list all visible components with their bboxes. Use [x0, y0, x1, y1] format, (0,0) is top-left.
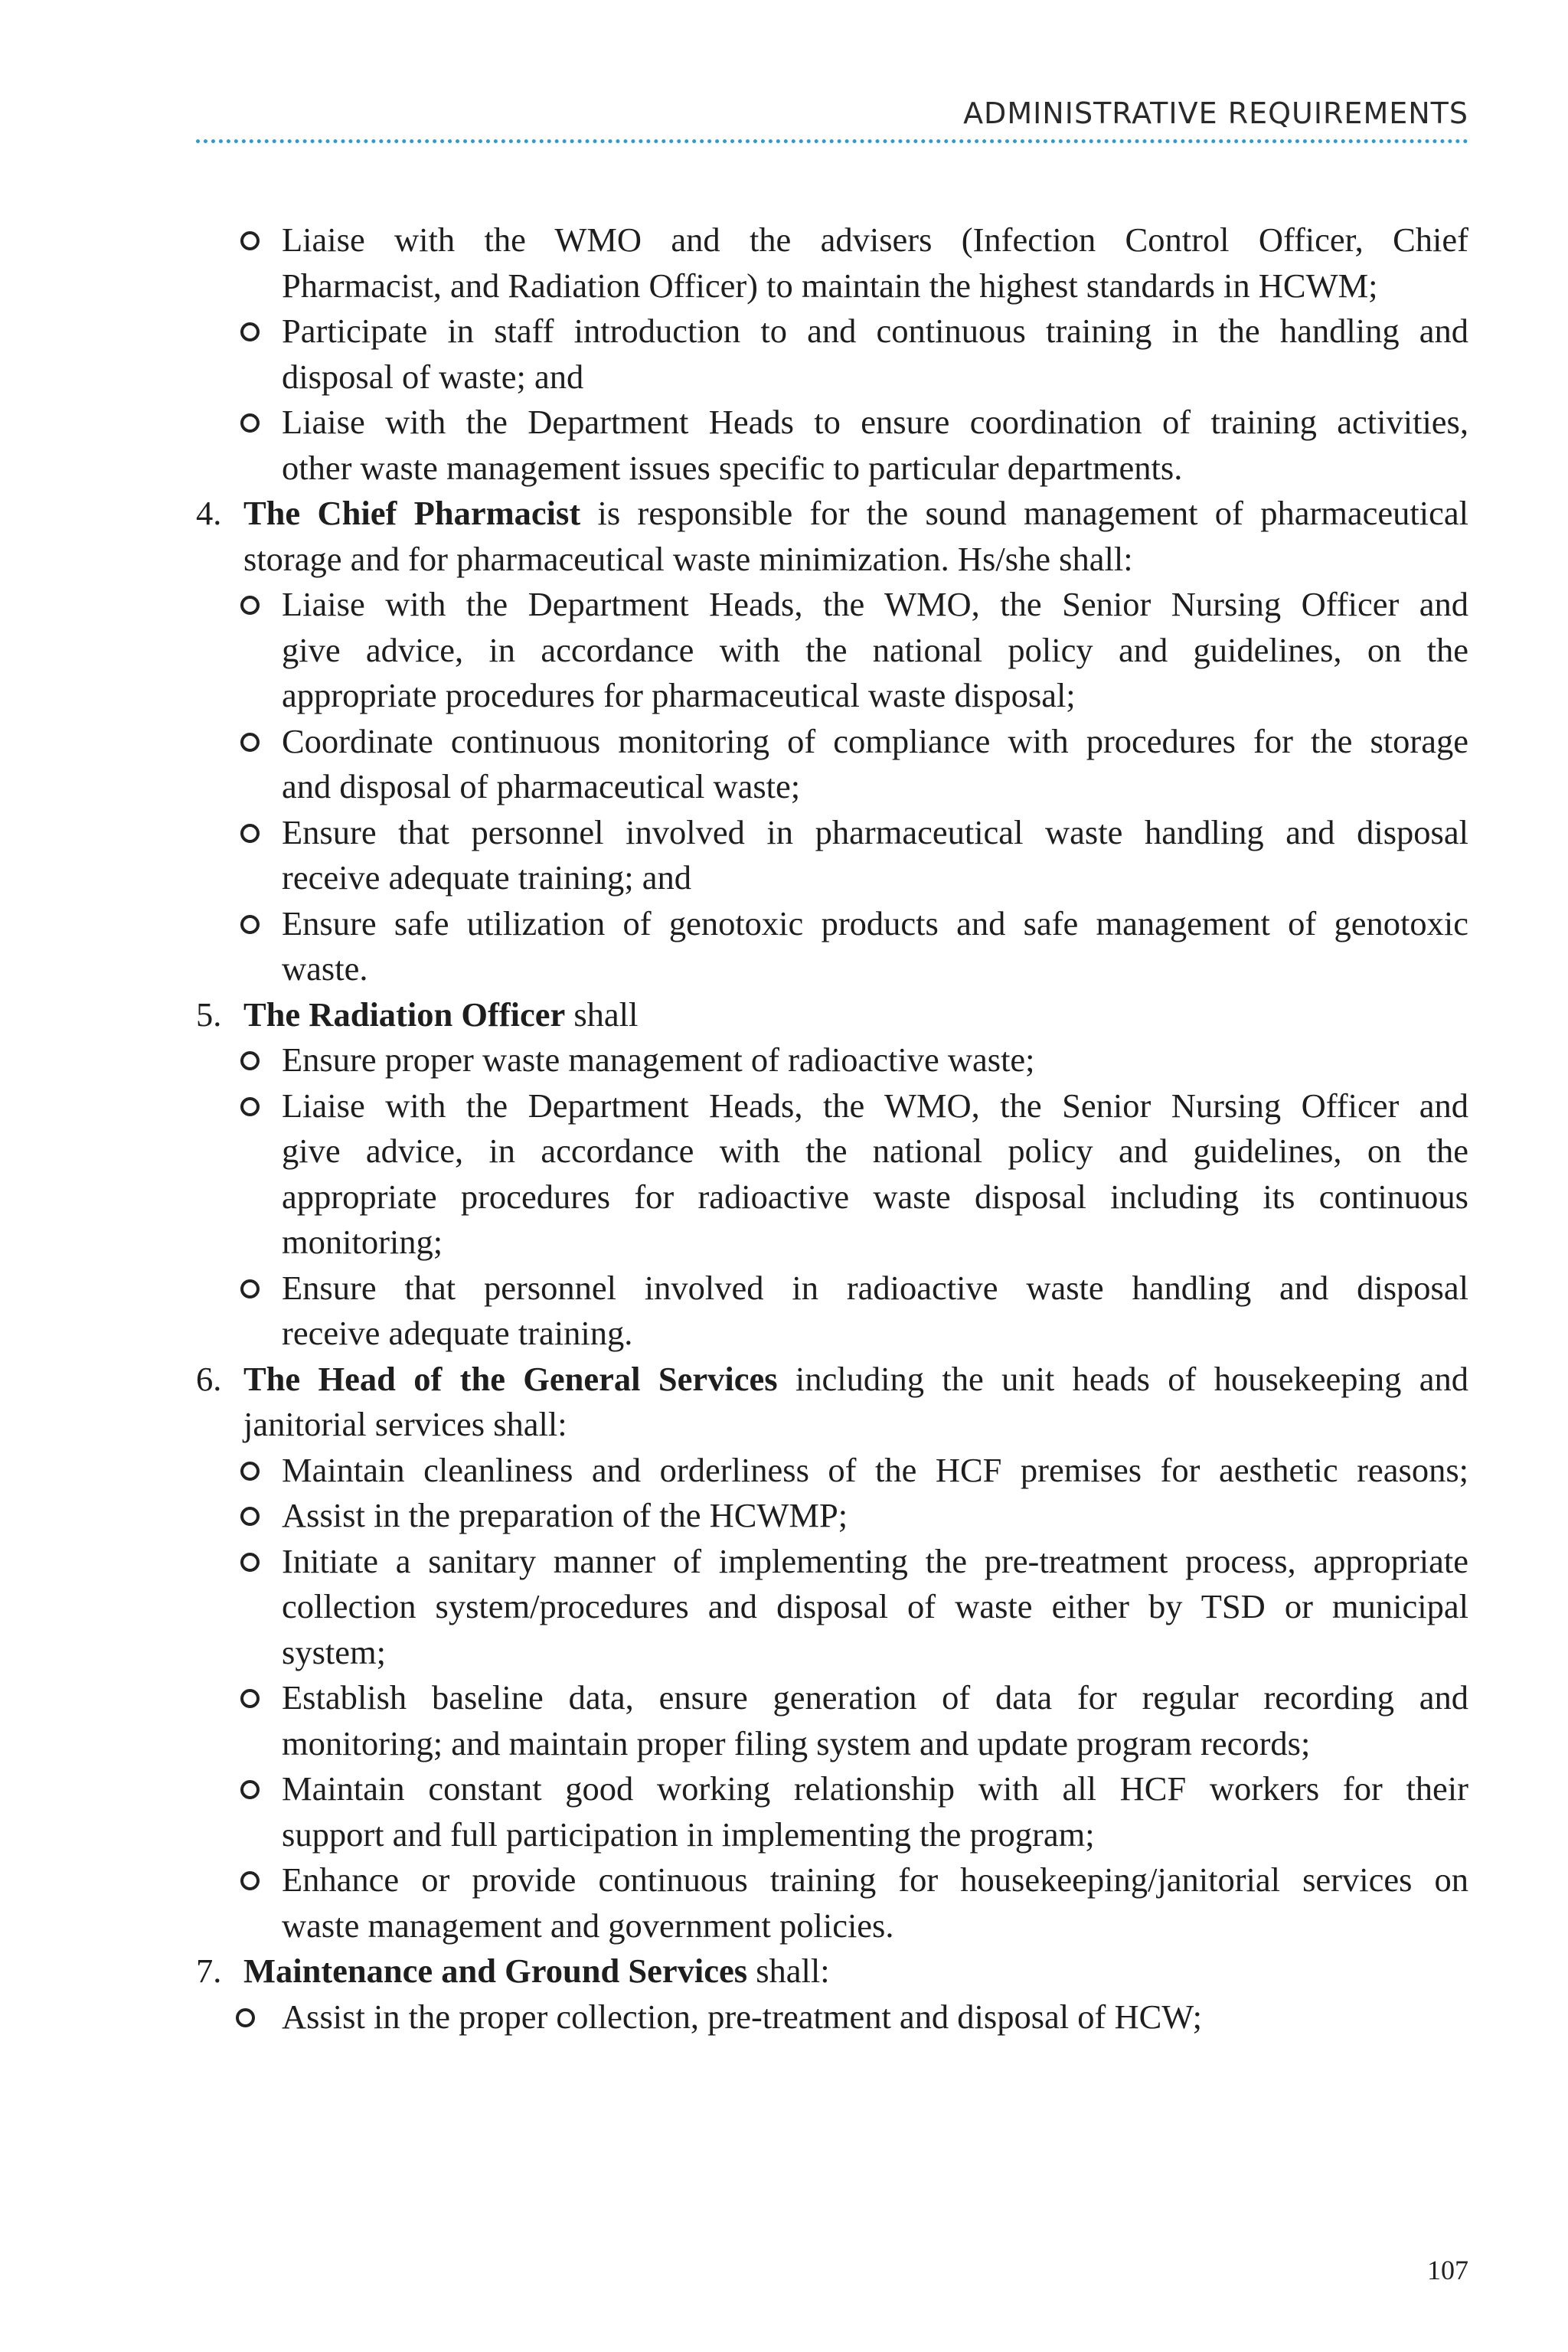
hollow-circle-bullet-icon	[240, 1462, 260, 1481]
line-text: Assist in the preparation of the HCWMP;	[282, 1496, 848, 1534]
line-text: including the unit heads of housekeeping and	[777, 1359, 1468, 1398]
bullet-item	[196, 1994, 1468, 2040]
hollow-circle-bullet-icon	[240, 1051, 260, 1070]
line-text: Initiate a sanitary manner of implementing the pre-treatment process, appropriate	[282, 1541, 1468, 1580]
continuation-line	[196, 1402, 1468, 1448]
line-text: Maintain cleanliness and orderliness of the HCF premises for aesthetic reasons;	[282, 1450, 1468, 1489]
line-text: Assist in the proper collection, pre-treatment and disposal of HCW;	[282, 1997, 1203, 2036]
bullet-item	[196, 1493, 1468, 1539]
continuation-line	[196, 354, 1468, 400]
line-text: Liaise with the Department Heads to ensure coordination of training activities,	[282, 403, 1468, 441]
hollow-circle-bullet-icon	[240, 1097, 260, 1116]
hollow-circle-bullet-icon	[240, 1780, 260, 1799]
hollow-circle-bullet-icon	[240, 824, 260, 843]
continuation-line	[196, 764, 1468, 810]
line-text: Maintain constant good working relationship with all HCF workers for their	[282, 1769, 1468, 1808]
continuation-line	[196, 673, 1468, 719]
numbered-item	[196, 1357, 1468, 1403]
numbered-item	[196, 1949, 1468, 1994]
line-text: and disposal of pharmaceutical waste;	[282, 767, 801, 805]
item-number: 5.	[196, 995, 222, 1034]
continuation-line	[196, 628, 1468, 674]
line-text: shall	[565, 995, 639, 1034]
item-number: 6.	[196, 1359, 222, 1398]
bullet-item	[196, 1539, 1468, 1585]
line-text: Participate in staff introduction to and continuous training in the handling and	[282, 312, 1468, 350]
line-text: Ensure safe utilization of genotoxic products and safe management of genotoxic	[282, 903, 1468, 942]
hollow-circle-bullet-icon	[240, 596, 260, 615]
bullet-item	[196, 1037, 1468, 1083]
line-text: janitorial services shall:	[243, 1405, 567, 1443]
line-text: monitoring; and maintain proper filing system and update program records;	[282, 1723, 1311, 1762]
line-text: is responsible for the sound management of pharmaceutical	[580, 494, 1468, 532]
line-text: Liaise with the WMO and the advisers (Infection Control Officer, Chief	[282, 220, 1468, 259]
line-text: Establish baseline data, ensure generation of data for regular recording and	[282, 1678, 1468, 1717]
line-text: receive adequate training; and	[282, 858, 691, 897]
hollow-circle-bullet-icon	[240, 1279, 260, 1298]
continuation-line	[196, 855, 1468, 901]
line-text: support and full participation in implementing the program;	[282, 1815, 1095, 1854]
line-text: give advice, in accordance with the national policy and guidelines, on the	[282, 1132, 1468, 1170]
continuation-line	[196, 1174, 1468, 1220]
continuation-line	[196, 537, 1468, 583]
bullet-item	[196, 1675, 1468, 1721]
line-text: Pharmacist, and Radiation Officer) to maintain the highest standards in HCWM;	[282, 266, 1378, 305]
bullet-item	[196, 1857, 1468, 1903]
role-title: The Radiation Officer	[243, 995, 566, 1034]
role-title: The Head of the General Services	[243, 1359, 778, 1398]
hollow-circle-bullet-icon	[240, 1689, 260, 1708]
bullet-item	[196, 400, 1468, 446]
line-text: monitoring;	[282, 1223, 443, 1261]
line-text: Enhance or provide continuous training for housekeeping/janitorial services on	[282, 1860, 1468, 1899]
continuation-line	[196, 446, 1468, 492]
numbered-item	[196, 491, 1468, 537]
hollow-circle-bullet-icon	[240, 1871, 260, 1890]
continuation-line	[196, 1129, 1468, 1174]
continuation-line	[196, 1812, 1468, 1858]
bullet-item	[196, 901, 1468, 947]
line-text: Liaise with the Department Heads, the WMO, the Senior Nursing Officer and	[282, 585, 1468, 623]
running-header	[196, 93, 1468, 144]
line-text: disposal of waste; and	[282, 357, 584, 396]
item-number: 4.	[196, 494, 222, 532]
bullet-item	[196, 719, 1468, 765]
header-dotted-rule	[196, 139, 1468, 143]
section-title: ADMINISTRATIVE REQUIREMENTS	[963, 96, 1468, 130]
line-text: storage and for pharmaceutical waste minimization. Hs/she shall:	[243, 539, 1133, 578]
line-text: shall:	[747, 1952, 830, 1990]
hollow-circle-bullet-icon	[240, 733, 260, 752]
line-text: appropriate procedures for radioactive waste disposal including its continuous	[282, 1177, 1468, 1216]
bullet-item	[196, 810, 1468, 856]
hollow-circle-bullet-icon	[236, 2008, 255, 2027]
line-text: Ensure that personnel involved in pharmaceutical waste handling and disposal	[282, 812, 1468, 851]
continuation-line	[196, 263, 1468, 309]
line-text: system;	[282, 1632, 386, 1671]
line-text: other waste management issues specific to particular departments.	[282, 448, 1183, 487]
line-text: collection system/procedures and disposal of waste either by TSD or municipal	[282, 1587, 1468, 1625]
hollow-circle-bullet-icon	[240, 413, 260, 433]
continuation-line	[196, 1903, 1468, 1949]
line-text: receive adequate training.	[282, 1314, 633, 1352]
line-text: appropriate procedures for pharmaceutical waste disposal;	[282, 676, 1076, 714]
numbered-item	[196, 992, 1468, 1038]
line-text: Coordinate continuous monitoring of compliance with procedures for the storage	[282, 721, 1468, 760]
hollow-circle-bullet-icon	[240, 322, 260, 341]
line-text: Ensure proper waste management of radioactive waste;	[282, 1040, 1035, 1079]
line-text: Liaise with the Department Heads, the WMO, the Senior Nursing Officer and	[282, 1086, 1468, 1125]
hollow-circle-bullet-icon	[240, 1507, 260, 1526]
page-number: 107	[1427, 2255, 1468, 2285]
continuation-line	[196, 1721, 1468, 1767]
line-text: Ensure that personnel involved in radioactive waste handling and disposal	[282, 1268, 1468, 1307]
continuation-line	[196, 946, 1468, 992]
page-body	[196, 217, 1468, 2040]
continuation-line	[196, 1584, 1468, 1630]
hollow-circle-bullet-icon	[240, 231, 260, 250]
bullet-item	[196, 1766, 1468, 1812]
bullet-item	[196, 1266, 1468, 1312]
item-number: 7.	[196, 1952, 222, 1990]
bullet-item	[196, 309, 1468, 354]
continuation-line	[196, 1630, 1468, 1676]
bullet-item	[196, 1448, 1468, 1494]
line-text: waste.	[282, 949, 368, 988]
hollow-circle-bullet-icon	[240, 1553, 260, 1572]
line-text: waste management and government policies.	[282, 1906, 894, 1945]
role-title: Maintenance and Ground Services	[243, 1952, 748, 1990]
hollow-circle-bullet-icon	[240, 915, 260, 934]
bullet-item	[196, 582, 1468, 628]
bullet-item	[196, 1083, 1468, 1129]
continuation-line	[196, 1311, 1468, 1357]
bullet-item	[196, 217, 1468, 263]
role-title: The Chief Pharmacist	[243, 494, 581, 532]
continuation-line	[196, 1220, 1468, 1266]
line-text: give advice, in accordance with the national policy and guidelines, on the	[282, 630, 1468, 669]
